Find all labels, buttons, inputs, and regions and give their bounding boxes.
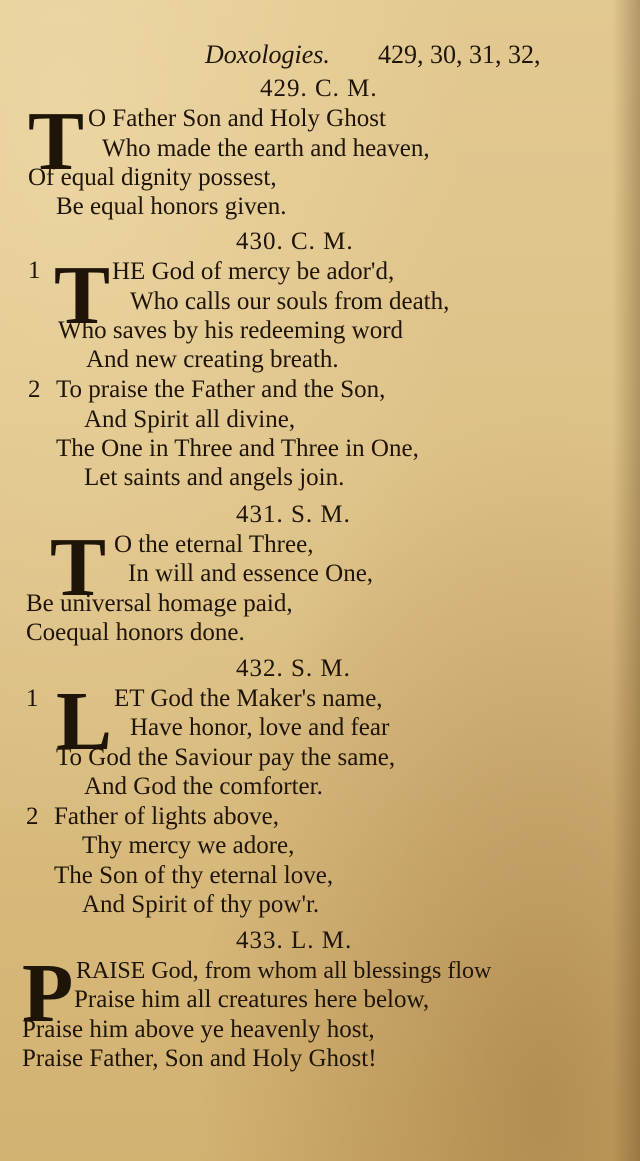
hymn-430-stanza-1-number: 1 — [28, 257, 41, 284]
hymn-430-line-6: And Spirit all divine, — [84, 406, 296, 433]
hymn-430-line-3: Who saves by his redeeming word — [58, 317, 404, 344]
hymn-431-line-3: Be universal homage paid, — [26, 590, 293, 617]
hymn-431-line-1: O the eternal Three, — [114, 531, 314, 558]
hymn-432-line-4: And God the comforter. — [84, 773, 323, 800]
hymn-432-line-6: Thy mercy we adore, — [82, 832, 295, 859]
hymn-430-line-7: The One in Three and Three in One, — [56, 435, 419, 462]
hymn-432-line-1: ET God the Maker's name, — [114, 685, 383, 712]
hymn-430-line-4: And new creating breath. — [86, 346, 339, 373]
hymn-432-stanza-1-number: 1 — [26, 685, 39, 712]
running-header-title: Doxologies. — [205, 40, 330, 69]
hymn-431-dropcap: T — [50, 521, 107, 614]
hymn-432-stanza-2-number: 2 — [26, 803, 39, 830]
hymn-430-dropcap: T — [54, 249, 111, 342]
hymn-430-heading: 430. C. M. — [236, 228, 354, 255]
hymn-429-line-3: Of equal dignity possest, — [28, 164, 277, 191]
hymn-433-line-2: Praise him all creatures here below, — [74, 986, 430, 1013]
hymn-429-dropcap: T — [28, 95, 85, 188]
hymn-433-line-1: RAISE God, from whom all blessings flow — [76, 958, 492, 984]
hymn-430-stanza-2-number: 2 — [28, 376, 41, 403]
hymn-430-line-8: Let saints and angels join. — [84, 464, 345, 491]
hymn-432-line-5: Father of lights above, — [54, 803, 279, 830]
hymn-433-heading: 433. L. M. — [236, 927, 353, 954]
hymn-429-line-2: Who made the earth and heaven, — [102, 135, 430, 162]
hymn-433-line-3: Praise him above ye heavenly host, — [22, 1016, 375, 1043]
hymn-433-dropcap: P — [22, 947, 74, 1040]
hymn-429-line-1: O Father Son and Holy Ghost — [88, 105, 386, 132]
hymn-432-line-3: To God the Saviour pay the same, — [56, 744, 396, 771]
hymn-432-line-2: Have honor, love and fear — [130, 714, 390, 741]
hymn-429-line-4: Be equal honors given. — [56, 193, 287, 220]
hymn-432-line-8: And Spirit of thy pow'r. — [82, 891, 320, 918]
running-header-numbers: 429, 30, 31, 32, — [378, 40, 541, 69]
hymn-432-dropcap: L — [56, 675, 113, 768]
hymn-432-line-7: The Son of thy eternal love, — [54, 862, 334, 889]
hymn-430-line-5: To praise the Father and the Son, — [56, 376, 386, 403]
hymn-432-heading: 432. S. M. — [236, 655, 351, 682]
hymn-431-line-4: Coequal honors done. — [26, 619, 245, 646]
hymn-431-line-2: In will and essence One, — [128, 560, 374, 587]
hymn-429-heading: 429. C. M. — [260, 75, 378, 102]
page-edge-shadow — [612, 0, 640, 1161]
hymn-430-line-1: HE God of mercy be ador'd, — [112, 258, 395, 285]
hymn-430-line-2: Who calls our souls from death, — [130, 288, 450, 315]
hymn-431-heading: 431. S. M. — [236, 501, 351, 528]
hymn-433-line-4: Praise Father, Son and Holy Ghost! — [22, 1045, 377, 1072]
